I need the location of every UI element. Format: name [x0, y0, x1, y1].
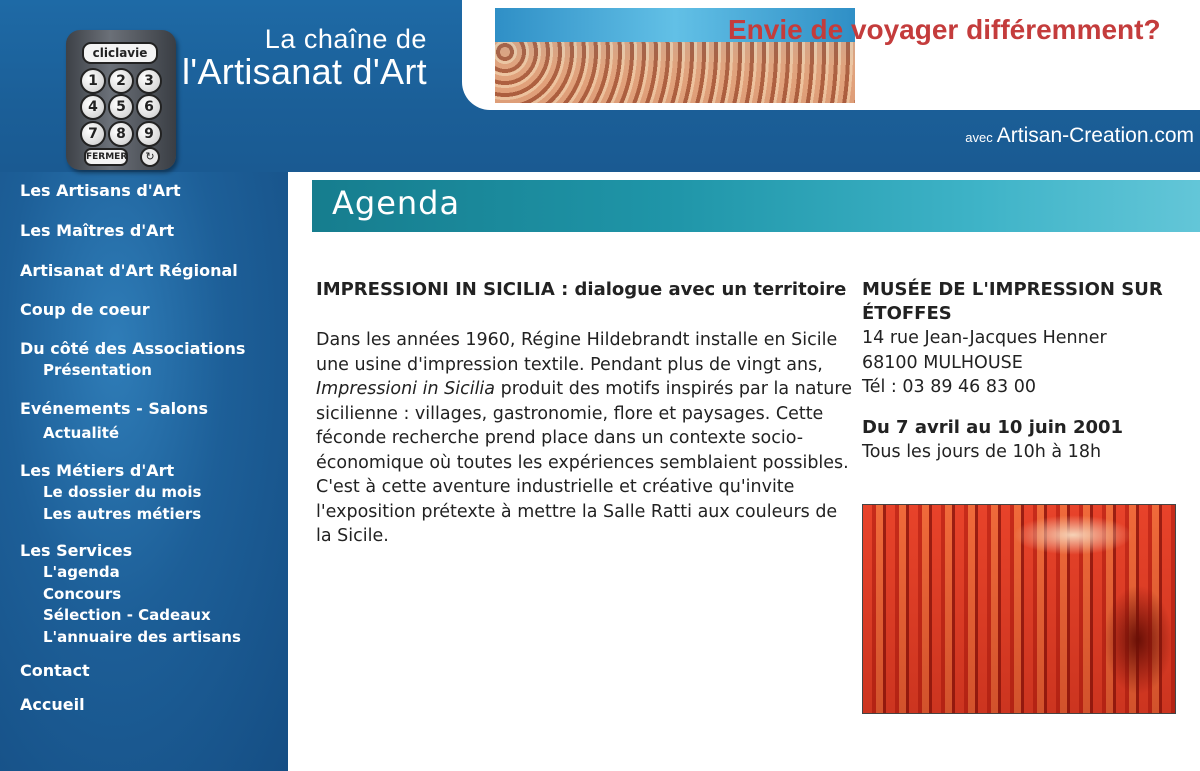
partner-site: Artisan-Creation.com	[996, 124, 1194, 147]
event-article	[316, 278, 856, 549]
site-title-big: l'Artisanat d'Art	[182, 51, 427, 92]
banner-crowd	[495, 42, 855, 103]
nav-concours[interactable]: Concours	[43, 584, 122, 603]
article-body-title: Impressioni in Sicilia	[316, 379, 496, 399]
museum-city: 68100 MULHOUSE	[862, 352, 1023, 373]
site-title-small: La chaîne de	[264, 24, 427, 54]
nav-maitres[interactable]: Les Maîtres d'Art	[20, 221, 175, 240]
site-title	[182, 24, 427, 93]
partner-prefix: avec	[965, 130, 993, 145]
nav-autres-metiers[interactable]: Les autres métiers	[43, 504, 202, 523]
key-9: 9	[136, 121, 162, 147]
nav-annuaire[interactable]: L'annuaire des artisans	[43, 627, 241, 646]
nav-artisans[interactable]: Les Artisans d'Art	[20, 181, 181, 200]
nav-coup-de-coeur[interactable]: Coup de coeur	[20, 300, 150, 319]
partner-link[interactable]	[965, 124, 1194, 148]
nav-associations[interactable]: Du côté des Associations	[20, 339, 246, 358]
header	[0, 0, 1200, 172]
event-dates: Du 7 avril au 10 juin 2001	[862, 416, 1124, 438]
refresh-icon: ↻	[140, 147, 160, 167]
page-title-bar	[312, 180, 1200, 232]
nav-accueil[interactable]: Accueil	[20, 695, 85, 714]
nav-dossier[interactable]: Le dossier du mois	[43, 483, 202, 501]
nav-regional[interactable]: Artisanat d'Art Régional	[20, 261, 238, 280]
logo-close-label: FERMER	[84, 148, 128, 166]
key-1: 1	[80, 68, 106, 94]
museum-address: 14 rue Jean-Jacques Henner	[862, 328, 1107, 348]
nav-contact[interactable]: Contact	[20, 661, 90, 680]
museum-phone: Tél : 03 89 46 83 00	[862, 377, 1036, 397]
nav-cadeaux[interactable]: Sélection - Cadeaux	[43, 606, 211, 624]
key-3: 3	[136, 68, 162, 94]
image-shadow	[1103, 585, 1173, 695]
nav-services[interactable]: Les Services	[20, 541, 133, 560]
event-hours: Tous les jours de 10h à 18h	[862, 441, 1102, 462]
nav-presentation[interactable]: Présentation	[43, 361, 152, 379]
article-heading: IMPRESSIONI IN SICILIA : dialogue avec un territoire	[316, 279, 847, 300]
key-7: 7	[80, 121, 106, 147]
event-info	[862, 278, 1196, 464]
banner-slogan[interactable]: Envie de voyager différemment?	[728, 14, 1161, 45]
article-body-part-2: produit des motifs inspirés par la nature sicilienne : villages, gastronomie, flore et paysages. Cette féconde recherche prend place dans un contexte socio-économique où toutes les expériences semblaient possibles. C'est à cette aventure industrielle et créative qu'invite l'exposition prétexte à mettre la Salle Ratti aux couleurs de la Sicile.	[316, 379, 852, 546]
image-highlight	[1013, 515, 1133, 555]
logo-label: cliclavie	[82, 42, 158, 64]
key-4: 4	[80, 94, 106, 120]
key-5: 5	[108, 94, 134, 120]
key-6: 6	[136, 94, 162, 120]
key-2: 2	[108, 68, 134, 94]
exhibition-image	[862, 504, 1176, 714]
cliclavie-phone-logo[interactable]	[66, 30, 176, 170]
museum-name: MUSÉE DE L'IMPRESSION SUR ÉTOFFES	[862, 279, 1163, 324]
key-8: 8	[108, 121, 134, 147]
article-body-part-1: Dans les années 1960, Régine Hildebrandt installe en Sicile une usine d'impression textile. Pendant plus de vingt ans,	[316, 330, 838, 375]
main-navigation	[20, 178, 282, 716]
nav-evenements[interactable]: Evénements - Salons	[20, 398, 209, 418]
nav-actualite[interactable]: Actualité	[43, 423, 120, 442]
nav-agenda[interactable]: L'agenda	[43, 563, 120, 581]
article-body	[316, 328, 856, 549]
nav-metiers[interactable]: Les Métiers d'Art	[20, 461, 175, 480]
page-title: Agenda	[332, 184, 461, 222]
